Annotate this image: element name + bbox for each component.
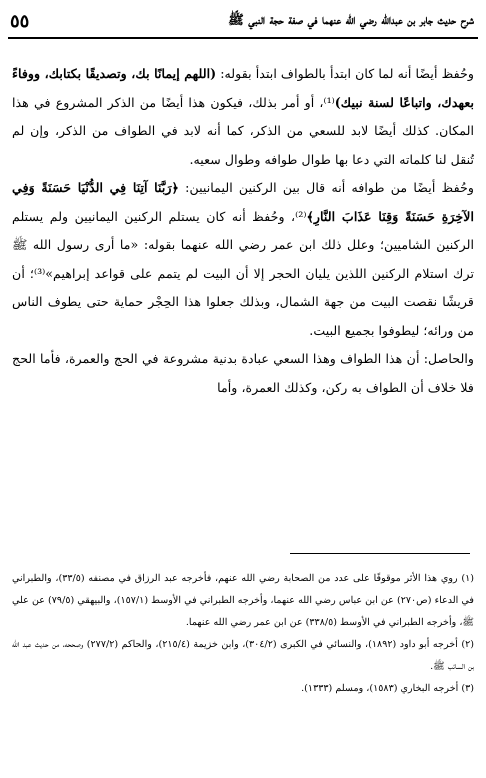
paragraph-2-quote: ﴿رَبَّنَا آتِنَا فِي الدُّنْيَا حَسَنَةً وَفِي الآخِرَةِ حَسَنَةً وَقِنَا عَذَابَ النَّارِ﴾	[12, 180, 474, 224]
paragraph-3	[12, 345, 474, 402]
footnote-3: (٣) أخرجه البخاري (١٥٨٣)، ومسلم (١٣٣٣).	[301, 683, 474, 694]
header-rule	[8, 37, 478, 39]
paragraph-1	[12, 60, 474, 174]
running-header	[10, 6, 474, 36]
footnotes	[12, 568, 474, 700]
footnote-separator	[290, 553, 470, 554]
page-number: ٥٥	[10, 10, 30, 32]
paragraph-3-lead: والحاصل: أن هذا الطواف وهذا السعي عبادة بدنية مشروعة في الحج والعمرة، فأما الحج فلا خلاف أن الطواف به ركن، وكذلك العمرة، وأما	[12, 351, 474, 395]
paragraph-2-lead: وحُفظ أيضًا من طوافه أنه قال بين الركنين اليمانيين:	[178, 180, 474, 195]
main-text	[12, 60, 474, 402]
paragraph-1-quote: (اللهم إيمانًا بك، وتصديقًا بكتابك، ووفاءً بعهدك، واتباعًا لسنة نبيك)	[12, 66, 474, 110]
footnote-1: (١) روي هذا الأثر موقوفًا على عدد من الصحابة رضي الله عنهم، فأخرجه عبد الرزاق في مصنفه (٣٣/٥)، والطبراني في الدعاء (ص٢٧٠) عن ابن عباس رضي الله عنهما، وأخرجه الطبراني في الأوسط (١٥٧/١)، والبيهقي (٧٩/٥) عن علي ﷺ، وأخرجه الطبراني في الأوسط (٣٣٨/٥) عن ابن عمر رضي الله عنهما.	[12, 573, 474, 628]
paragraph-1-lead: وحُفظ أيضًا أنه لما كان ابتدأ بالطواف ابتدأ بقوله:	[216, 66, 475, 81]
paragraph-2	[12, 174, 474, 345]
paragraph-2-rest: ⁽²⁾، وحُفظ أنه كان يستلم الركنين اليمانيين ولم يستلم الركنين الشاميين؛ وعلل ذلك ابن عمر رضي الله عنهما بقوله: «ما أرى رسول الله ﷺ ترك استلام الركنين اللذين يليان الحجر إلا أن البيت لم يتمم على قواعد إبراهيم»⁽³⁾؛ أن قريشًا نقصت البيت من جهة الشمال، وبذلك جعلوا هذا الحِجْر حماية حتى يطوف الناس من ورائه؛ ليطوفوا بجميع البيت.	[12, 208, 474, 338]
running-header-title: شرح حديث جابر بن عبدالله رضي الله عنهما في صفة حجة النبي ﷺ	[228, 12, 474, 28]
paragraph-1-rest: ⁽¹⁾، أو أمر بذلك، فيكون هذا أيضًا من الذكر المشروع في هذا المكان. كذلك أيضًا لابد للسعي من الذكر، كما أنه لابد في الطواف من الذكر، وإن لم تُنقل لنا كلماته التي دعا بها طوال طوافه وطوال سعيه.	[12, 94, 474, 167]
footnote-2: (٢) أخرجه أبو داود (١٨٩٢)، والنسائي في الكبرى (٣٠٤/٢)، وابن خزيمة (٢١٥/٤)، والحاكم (٢٧٧/٢) وصححه، من حديث عبد الله بن السائب ﷺ.	[12, 639, 474, 672]
